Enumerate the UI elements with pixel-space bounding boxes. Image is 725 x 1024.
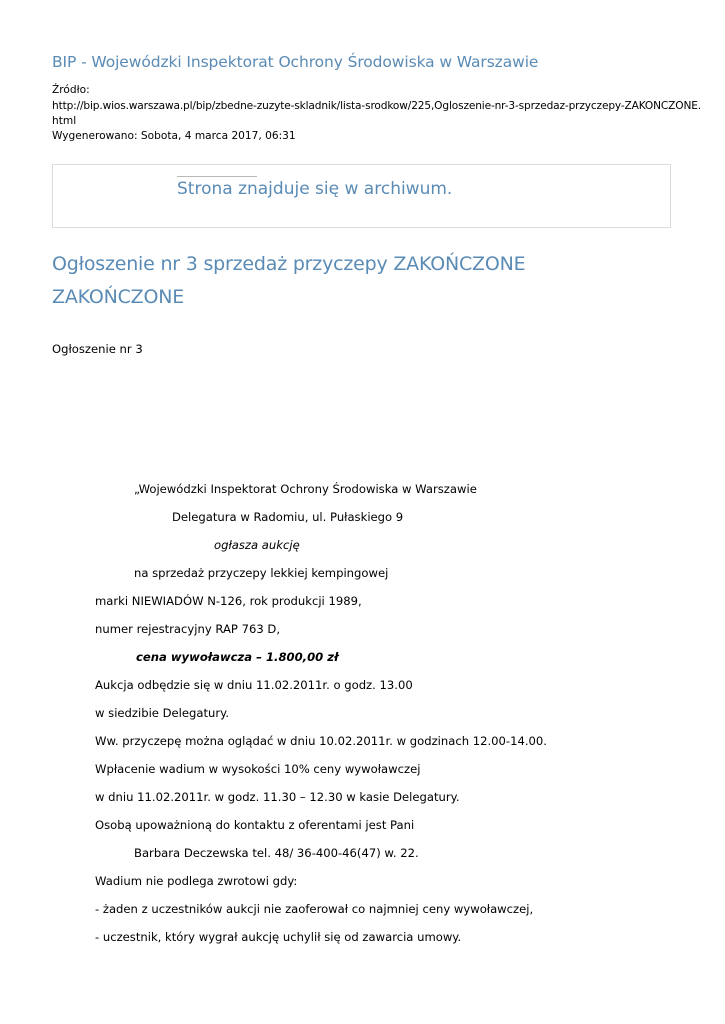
source-url[interactable]: http://bip.wios.warszawa.pl/bip/zbedne-zuzyte-skladnik/lista-srodkow/225,Ogloszenie-nr-3-sprzedaz-przyczepy-ZAKONCZONE. — [52, 100, 701, 112]
announcement-line: Ww. przyczepę można oglądać w dniu 10.02.2011r. w godzinach 12.00-14.00. — [95, 734, 547, 748]
contact-person: Barbara Deczewska tel. 48/ 36-400-46(47) w. 22. — [134, 846, 419, 860]
archive-divider — [177, 176, 257, 177]
announcement-line: Aukcja odbędzie się w dniu 11.02.2011r. o godz. 13.00 — [95, 678, 413, 692]
source-label: Źródło: — [52, 84, 90, 96]
starting-price: cena wywoławcza – 1.800,00 zł — [136, 650, 339, 664]
announcement-line: w siedzibie Delegatury. — [95, 706, 230, 720]
announcement-line: Wpłacenie wadium w wysokości 10% ceny wywoławczej — [95, 762, 421, 776]
document-title: Ogłoszenie nr 3 sprzedaż przyczepy ZAKOŃCZONE — [52, 253, 526, 275]
document-title-continuation: ZAKOŃCZONE — [52, 286, 185, 308]
announcement-line: na sprzedaż przyczepy lekkiej kempingowej — [134, 566, 389, 580]
announcement-line: Osobą upoważnioną do kontaktu z oferentami jest Pani — [95, 818, 415, 832]
announcement-line: Delegatura w Radomiu, ul. Pułaskiego 9 — [172, 510, 404, 524]
announcement-line: - żaden z uczestników aukcji nie zaoferował co najmniej ceny wywoławczej, — [95, 902, 534, 916]
announcement-line: w dniu 11.02.2011r. w godz. 11.30 – 12.30 w kasie Delegatury. — [95, 790, 460, 804]
announcement-line: Wadium nie podlega zwrotowi gdy: — [95, 874, 298, 888]
source-url-continuation[interactable]: html — [52, 115, 77, 127]
intro-text: Ogłoszenie nr 3 — [52, 342, 143, 356]
generated-timestamp: Wygenerowano: Sobota, 4 marca 2017, 06:31 — [52, 130, 296, 142]
announcement-line: „Wojewódzki Inspektorat Ochrony Środowiska w Warszawie — [134, 482, 477, 496]
archive-notice-box — [52, 164, 671, 228]
announcement-line: ogłasza aukcję — [214, 538, 300, 552]
announcement-line: marki NIEWIADÓW N-126, rok produkcji 1989, — [95, 594, 362, 608]
site-title[interactable]: BIP - Wojewódzki Inspektorat Ochrony Środowiska w Warszawie — [52, 53, 539, 71]
announcement-line: numer rejestracyjny RAP 763 D, — [95, 622, 281, 636]
announcement-line: - uczestnik, który wygrał aukcję uchylił się od zawarcia umowy. — [95, 930, 462, 944]
archive-notice: Strona znajduje się w archiwum. — [177, 179, 453, 199]
